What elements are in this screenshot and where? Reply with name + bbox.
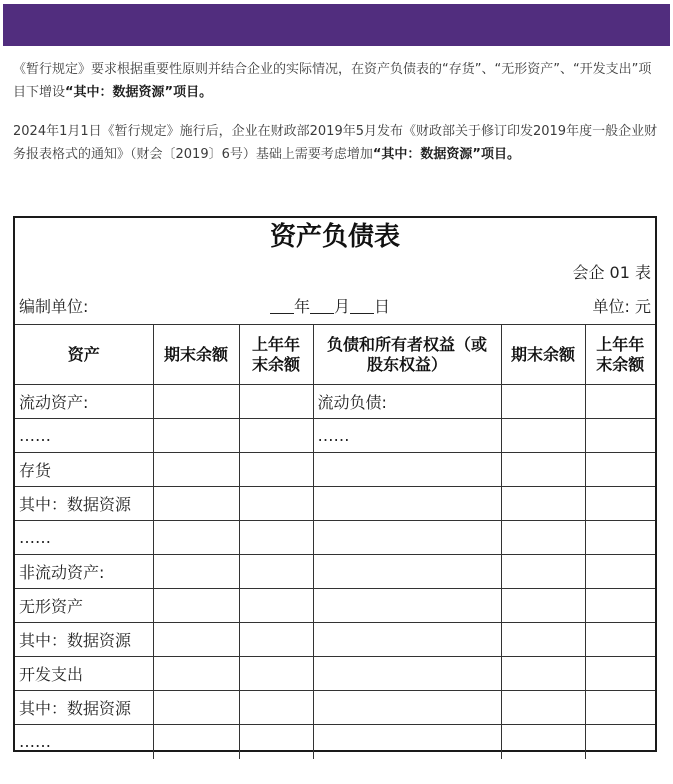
liability-end-balance-cell bbox=[501, 453, 585, 487]
asset-item: 开发支出 bbox=[15, 657, 153, 691]
table-row bbox=[15, 657, 655, 691]
header-prior-balance: 上年年末余额 bbox=[239, 325, 313, 385]
table-row bbox=[15, 623, 655, 657]
liability-item bbox=[313, 589, 501, 623]
liability-end-balance-cell bbox=[501, 691, 585, 725]
asset-prior-balance-cell bbox=[239, 555, 313, 589]
liability-prior-balance-cell bbox=[585, 487, 655, 521]
asset-end-balance-cell bbox=[153, 419, 239, 453]
asset-end-balance-cell bbox=[153, 623, 239, 657]
currency-unit: 单位: 元 bbox=[592, 297, 651, 316]
asset-prior-balance-cell bbox=[239, 521, 313, 555]
liability-prior-balance-cell bbox=[585, 385, 655, 419]
intro-p1-text: 《暂行规定》要求根据重要性原则并结合企业的实际情况，在资产负债表的“存货”、“无形资产”、“开发支出”项目下增设 bbox=[13, 62, 652, 100]
asset-end-balance-cell bbox=[153, 521, 239, 555]
asset-item: 无形资产 bbox=[15, 589, 153, 623]
liability-end-balance-cell bbox=[501, 385, 585, 419]
asset-prior-balance-cell bbox=[239, 453, 313, 487]
intro-paragraph-2 bbox=[13, 120, 663, 166]
asset-end-balance-cell bbox=[153, 589, 239, 623]
intro-p2-bold: “其中：数据资源”项目。 bbox=[372, 147, 520, 162]
asset-prior-balance-cell bbox=[239, 725, 313, 759]
day-blank bbox=[350, 297, 374, 314]
sheet-meta-row bbox=[15, 294, 655, 316]
liability-end-balance-cell bbox=[501, 521, 585, 555]
table-row bbox=[15, 691, 655, 725]
asset-prior-balance-cell bbox=[239, 691, 313, 725]
year-label: 年 bbox=[294, 297, 311, 316]
asset-item: 非流动资产: bbox=[15, 555, 153, 589]
asset-item: …… bbox=[15, 725, 153, 759]
liability-item bbox=[313, 453, 501, 487]
day-label: 日 bbox=[374, 297, 391, 316]
table-row bbox=[15, 487, 655, 521]
asset-item: 其中：数据资源 bbox=[15, 487, 153, 521]
intro-p2-text: 2024年1月1日《暂行规定》施行后，企业在财政部2019年5月发布《财政部关于修订印发2019年度一般企业财务报表格式的通知》（财会〔2019〕6号）基础上需要考虑增加 bbox=[13, 124, 658, 162]
liability-prior-balance-cell bbox=[585, 555, 655, 589]
header-assets: 资产 bbox=[15, 325, 153, 385]
table-row bbox=[15, 521, 655, 555]
table-row bbox=[15, 725, 655, 759]
year-blank bbox=[270, 297, 294, 314]
asset-item: 流动资产: bbox=[15, 385, 153, 419]
asset-item: 存货 bbox=[15, 453, 153, 487]
liability-item: …… bbox=[313, 419, 501, 453]
liability-prior-balance-cell bbox=[585, 657, 655, 691]
asset-prior-balance-cell bbox=[239, 589, 313, 623]
liability-end-balance-cell bbox=[501, 419, 585, 453]
liability-item bbox=[313, 521, 501, 555]
liability-end-balance-cell bbox=[501, 555, 585, 589]
balance-sheet bbox=[13, 216, 657, 752]
header-prior-balance-2: 上年年末余额 bbox=[585, 325, 655, 385]
liability-end-balance-cell bbox=[501, 725, 585, 759]
asset-item: 其中：数据资源 bbox=[15, 691, 153, 725]
asset-prior-balance-cell bbox=[239, 487, 313, 521]
liability-prior-balance-cell bbox=[585, 521, 655, 555]
liability-item bbox=[313, 657, 501, 691]
asset-end-balance-cell bbox=[153, 725, 239, 759]
liability-item bbox=[313, 555, 501, 589]
asset-item: …… bbox=[15, 419, 153, 453]
liability-prior-balance-cell bbox=[585, 453, 655, 487]
preparing-unit-label: 编制单位: bbox=[19, 297, 89, 316]
liability-prior-balance-cell bbox=[585, 725, 655, 759]
asset-prior-balance-cell bbox=[239, 385, 313, 419]
asset-end-balance-cell bbox=[153, 487, 239, 521]
table-row bbox=[15, 453, 655, 487]
sheet-title: 资产负债表 bbox=[269, 222, 400, 252]
liability-prior-balance-cell bbox=[585, 419, 655, 453]
asset-prior-balance-cell bbox=[239, 419, 313, 453]
balance-sheet-table bbox=[15, 324, 655, 759]
liability-item bbox=[313, 487, 501, 521]
header-end-balance: 期末余额 bbox=[153, 325, 239, 385]
month-label: 月 bbox=[334, 297, 351, 316]
liability-item bbox=[313, 725, 501, 759]
table-row bbox=[15, 419, 655, 453]
asset-end-balance-cell bbox=[153, 385, 239, 419]
table-row bbox=[15, 555, 655, 589]
asset-end-balance-cell bbox=[153, 453, 239, 487]
table-row bbox=[15, 385, 655, 419]
asset-end-balance-cell bbox=[153, 657, 239, 691]
asset-prior-balance-cell bbox=[239, 623, 313, 657]
liability-prior-balance-cell bbox=[585, 589, 655, 623]
liability-end-balance-cell bbox=[501, 487, 585, 521]
liability-end-balance-cell bbox=[501, 589, 585, 623]
liability-prior-balance-cell bbox=[585, 691, 655, 725]
table-row bbox=[15, 589, 655, 623]
asset-item: …… bbox=[15, 521, 153, 555]
liability-item: 流动负债: bbox=[313, 385, 501, 419]
intro-p1-bold: “其中：数据资源”项目。 bbox=[65, 85, 213, 100]
asset-prior-balance-cell bbox=[239, 657, 313, 691]
header-liabilities-equity: 负债和所有者权益（或股东权益） bbox=[313, 325, 501, 385]
month-blank bbox=[310, 297, 334, 314]
liability-item bbox=[313, 623, 501, 657]
liability-item bbox=[313, 691, 501, 725]
intro-paragraph-1 bbox=[13, 58, 663, 104]
asset-item: 其中：数据资源 bbox=[15, 623, 153, 657]
asset-end-balance-cell bbox=[153, 555, 239, 589]
form-code: 会企 01 表 bbox=[572, 263, 651, 282]
liability-end-balance-cell bbox=[501, 623, 585, 657]
liability-end-balance-cell bbox=[501, 657, 585, 691]
table-header-row bbox=[15, 325, 655, 385]
header-end-balance-2: 期末余额 bbox=[501, 325, 585, 385]
liability-prior-balance-cell bbox=[585, 623, 655, 657]
header-bar bbox=[3, 4, 670, 46]
asset-end-balance-cell bbox=[153, 691, 239, 725]
report-date bbox=[270, 294, 390, 317]
